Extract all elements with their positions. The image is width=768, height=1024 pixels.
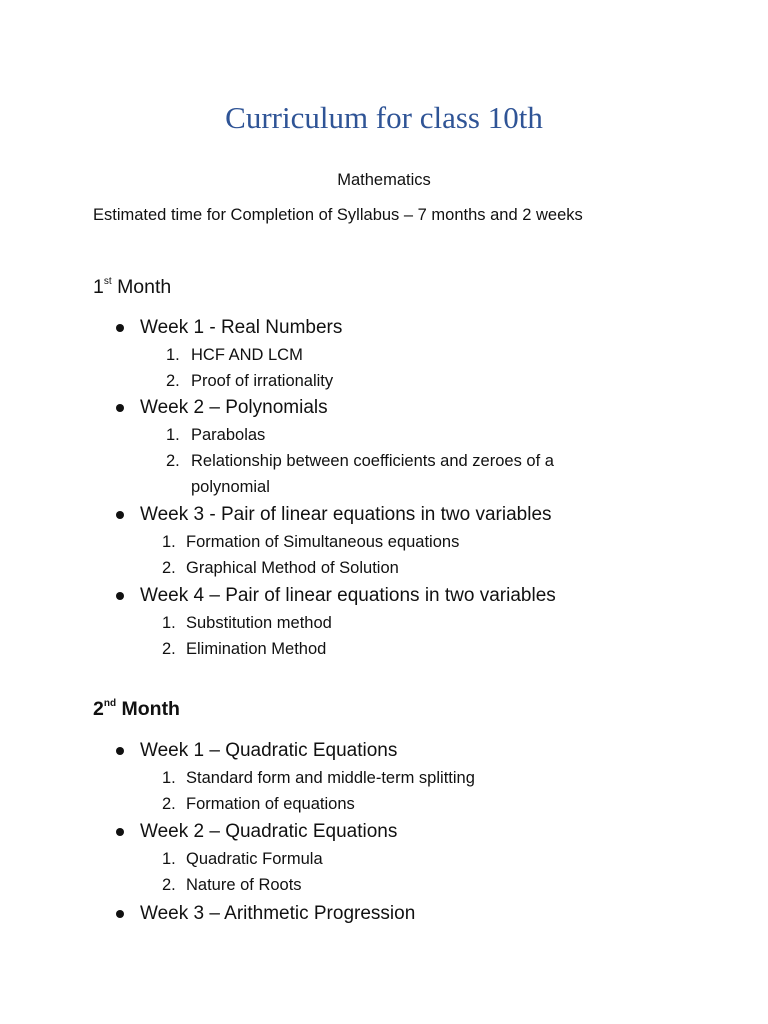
topic-number: 1. (166, 426, 180, 444)
bullet-icon (116, 828, 124, 836)
topic-item (0, 638, 768, 660)
week-item (0, 395, 768, 421)
topic-label: Elimination Method (186, 640, 327, 658)
topic-label: polynomial (191, 478, 270, 496)
topic-label: Proof of irrationality (191, 372, 334, 390)
bullet-icon (116, 404, 124, 412)
topic-number: 1. (162, 850, 176, 868)
document-title: Curriculum for class 10th (225, 100, 543, 135)
week-label: Week 4 – Pair of linear equations in two variables (140, 585, 556, 606)
topic-label: Formation of equations (186, 795, 355, 813)
topic-item (0, 531, 768, 553)
topic-number: 2. (162, 876, 176, 894)
topic-label: Nature of Roots (186, 876, 302, 894)
bullet-icon (116, 324, 124, 332)
topic-item (0, 424, 768, 446)
topic-label: Substitution method (186, 614, 332, 632)
topic-label: Formation of Simultaneous equations (186, 533, 460, 551)
month-1-suffix: st (103, 276, 112, 287)
week-item (0, 738, 768, 764)
week-label: Week 3 - Pair of linear equations in two variables (140, 504, 552, 525)
topic-label: Graphical Method of Solution (186, 559, 399, 577)
topic-number: 2. (162, 559, 176, 577)
week-item (0, 901, 768, 927)
week-item (0, 583, 768, 609)
bullet-icon (116, 910, 124, 918)
topic-item (0, 450, 768, 472)
topic-label: HCF AND LCM (191, 346, 303, 364)
bullet-icon (116, 511, 124, 519)
week-item (0, 315, 768, 341)
topic-number: 1. (162, 769, 176, 787)
topic-number: 1. (162, 614, 176, 632)
month-2-number: 2 (93, 698, 104, 720)
topic-item-continuation (0, 476, 768, 498)
topic-item (0, 612, 768, 634)
estimated-time-text: Estimated time for Completion of Syllabus – 7 months and 2 weeks (93, 206, 583, 224)
topic-item (0, 767, 768, 789)
week-label: Week 1 – Quadratic Equations (140, 740, 398, 761)
subject-heading: Mathematics (337, 171, 431, 189)
topic-label: Parabolas (191, 426, 266, 444)
bullet-icon (116, 592, 124, 600)
month-1-heading (93, 276, 171, 299)
topic-number: 2. (162, 640, 176, 658)
bullet-icon (116, 747, 124, 755)
topic-label: Quadratic Formula (186, 850, 323, 868)
week-label: Week 3 – Arithmetic Progression (140, 903, 416, 924)
month-2-heading (93, 698, 180, 721)
topic-number: 2. (166, 372, 180, 390)
topic-item (0, 557, 768, 579)
month-1-number: 1 (93, 276, 104, 298)
week-label: Week 2 – Quadratic Equations (140, 821, 398, 842)
topic-number: 1. (166, 346, 180, 364)
month-2-label: Month (121, 698, 180, 720)
topic-item (0, 370, 768, 392)
topic-number: 1. (162, 533, 176, 551)
month-1-label: Month (117, 276, 172, 298)
topic-number: 2. (162, 795, 176, 813)
topic-label: Relationship between coefficients and zeroes of a (191, 452, 554, 470)
topic-item (0, 344, 768, 366)
week-label: Week 1 - Real Numbers (140, 317, 343, 338)
topic-item (0, 874, 768, 896)
week-label: Week 2 – Polynomials (140, 397, 328, 418)
topic-item (0, 848, 768, 870)
topic-label: Standard form and middle-term splitting (186, 769, 475, 787)
month-2-suffix: nd (103, 698, 117, 709)
topic-number: 2. (166, 452, 180, 470)
topic-item (0, 793, 768, 815)
week-item (0, 502, 768, 528)
week-item (0, 819, 768, 845)
